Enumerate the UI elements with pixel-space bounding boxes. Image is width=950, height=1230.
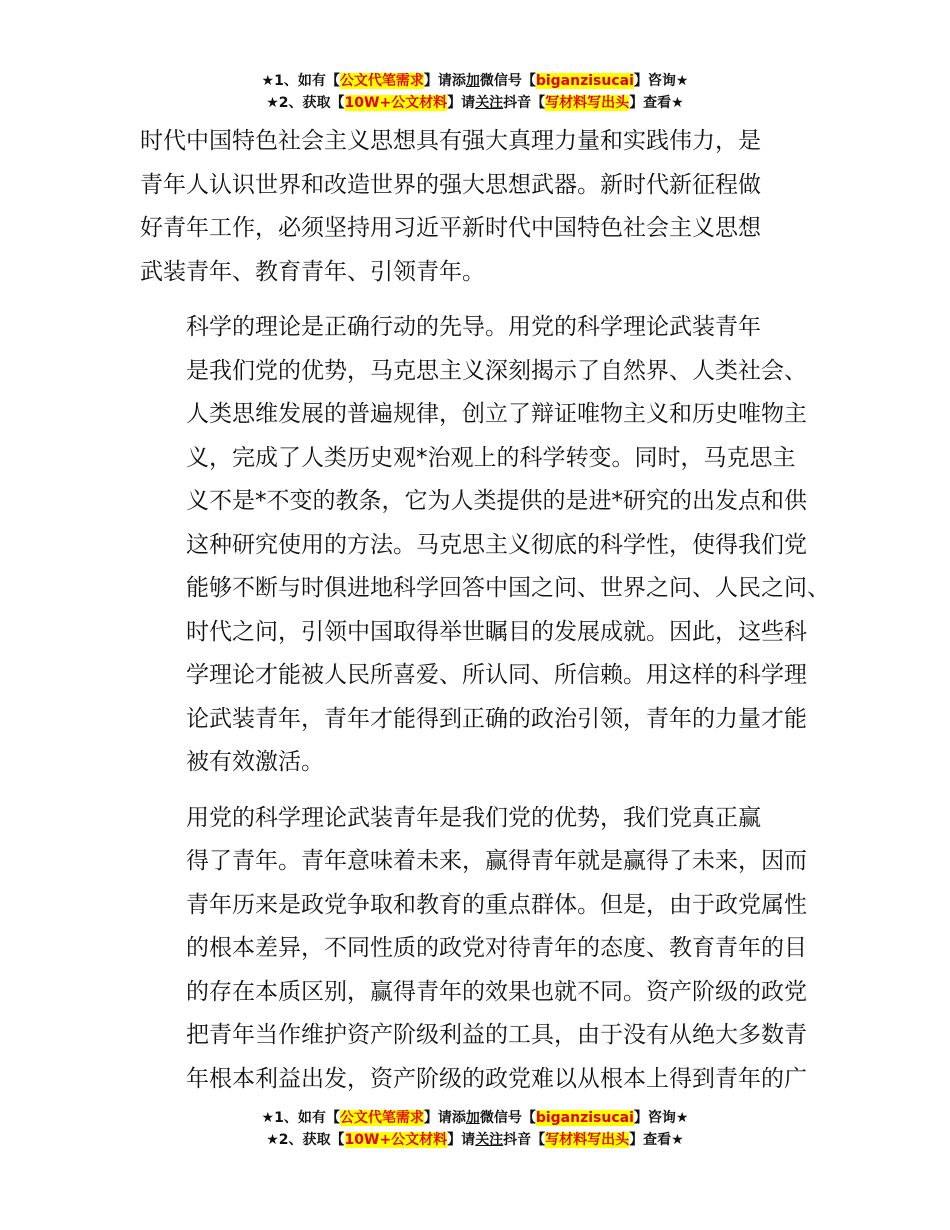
footer-promo-banner: [0, 1107, 950, 1151]
header-promo-banner: [0, 70, 950, 114]
text-line: 能够不断与时俱进地科学回答中国之问、世界之问、人民之问、: [186, 575, 830, 601]
text-line: 青年人认识世界和改造世界的强大思想武器。新时代新征程做: [140, 171, 761, 198]
paragraph-3: [140, 797, 820, 1102]
text-line: 的根本差异，不同性质的政党对待青年的态度、教育青年的目: [186, 935, 807, 961]
text-line: 的存在本质区别，赢得青年的效果也就不同。资产阶级的政党: [186, 978, 807, 1005]
promo-highlight: 公文代笔需求: [339, 73, 424, 89]
promo-text: 】查看★: [629, 1132, 684, 1148]
promo-highlight: 公文代笔需求: [339, 1110, 424, 1126]
promo-text: ★2、获取【: [266, 1132, 345, 1148]
promo-line-2: [0, 92, 950, 114]
paragraph-2: [140, 306, 830, 785]
text-line: 科学的理论是正确行动的先导。用党的科学理论武装青年: [186, 314, 761, 340]
text-line: 被有效激活。: [186, 749, 324, 775]
promo-text: 】查看★: [629, 95, 684, 111]
promo-highlight-douyin-id: 写材料写出头: [545, 95, 630, 111]
promo-highlight-douyin-id: 写材料写出头: [545, 1132, 630, 1148]
promo-text: 】咨询★: [633, 73, 689, 89]
promo-text: ★1、如有【: [261, 73, 340, 89]
text-line: 好青年工作，必须坚持用习近平新时代中国特色社会主义思想: [140, 215, 761, 241]
promo-text: 】咨询★: [633, 1110, 689, 1126]
text-line: 时代之问，引领中国取得举世瞩目的发展成就。因此，这些科: [186, 618, 807, 645]
text-line: 论武装青年，青年才能得到正确的政治引领，青年的力量才能: [186, 705, 807, 732]
promo-text: ★2、获取【: [266, 95, 345, 111]
text-line: 义，完成了人类历史观*治观上的科学转变。同时，马克思主: [186, 444, 796, 471]
promo-text: ★1、如有【: [261, 1110, 340, 1126]
promo-text: 抖音【: [503, 1132, 546, 1148]
text-line: 这种研究使用的方法。马克思主义彻底的科学性，使得我们党: [186, 531, 807, 558]
text-line: 人类思维发展的普遍规律，创立了辩证唯物主义和历史唯物主: [186, 401, 807, 427]
text-line: 义不是*不变的教条，它为人类提供的是进*研究的出发点和供: [186, 488, 807, 514]
promo-text: 】请添: [423, 73, 466, 89]
promo-underline: 加: [465, 73, 480, 89]
text-line: 青年历来是政党争取和教育的重点群体。但是，由于政党属性: [186, 891, 807, 918]
promo-text: 】请: [447, 95, 476, 111]
text-line: 得了青年。青年意味着未来，赢得青年就是赢得了未来，因而: [186, 848, 807, 874]
promo-text: 抖音【: [503, 95, 546, 111]
text-line: 武装青年、教育青年、引领青年。: [140, 258, 485, 285]
promo-highlight-wechat-id: biganzisucai: [535, 73, 634, 89]
promo-highlight: 10W+公文材料: [344, 95, 448, 111]
text-line: 学理论才能被人民所喜爱、所认同、所信赖。用这样的科学理: [186, 662, 807, 688]
promo-line-1: [0, 70, 950, 92]
text-line: 时代中国特色社会主义思想具有强大真理力量和实践伟力，是: [140, 128, 761, 154]
text-line: 年根本利益出发，资产阶级的政党难以从根本上得到青年的广: [186, 1065, 807, 1092]
promo-line-1: [0, 1107, 950, 1129]
text-line: 用党的科学理论武装青年是我们党的优势，我们党真正赢: [186, 804, 761, 831]
promo-underline: 关注: [475, 1132, 504, 1148]
text-line: 把青年当作维护资产阶级利益的工具，由于没有从绝大多数青: [186, 1022, 807, 1048]
paragraph-1: [140, 120, 820, 294]
document-body: [140, 120, 830, 1101]
promo-text: 】请: [447, 1132, 476, 1148]
promo-text: 微信号【: [479, 73, 536, 89]
promo-text: 】请添: [423, 1110, 466, 1126]
promo-text: 微信号【: [479, 1110, 536, 1126]
promo-line-2: [0, 1129, 950, 1151]
promo-highlight: 10W+公文材料: [344, 1132, 448, 1148]
promo-underline: 关注: [475, 95, 504, 111]
promo-underline: 加: [465, 1110, 480, 1126]
text-line: 是我们党的优势，马克思主义深刻揭示了自然界、人类社会、: [186, 357, 807, 384]
promo-highlight-wechat-id: biganzisucai: [535, 1110, 634, 1126]
